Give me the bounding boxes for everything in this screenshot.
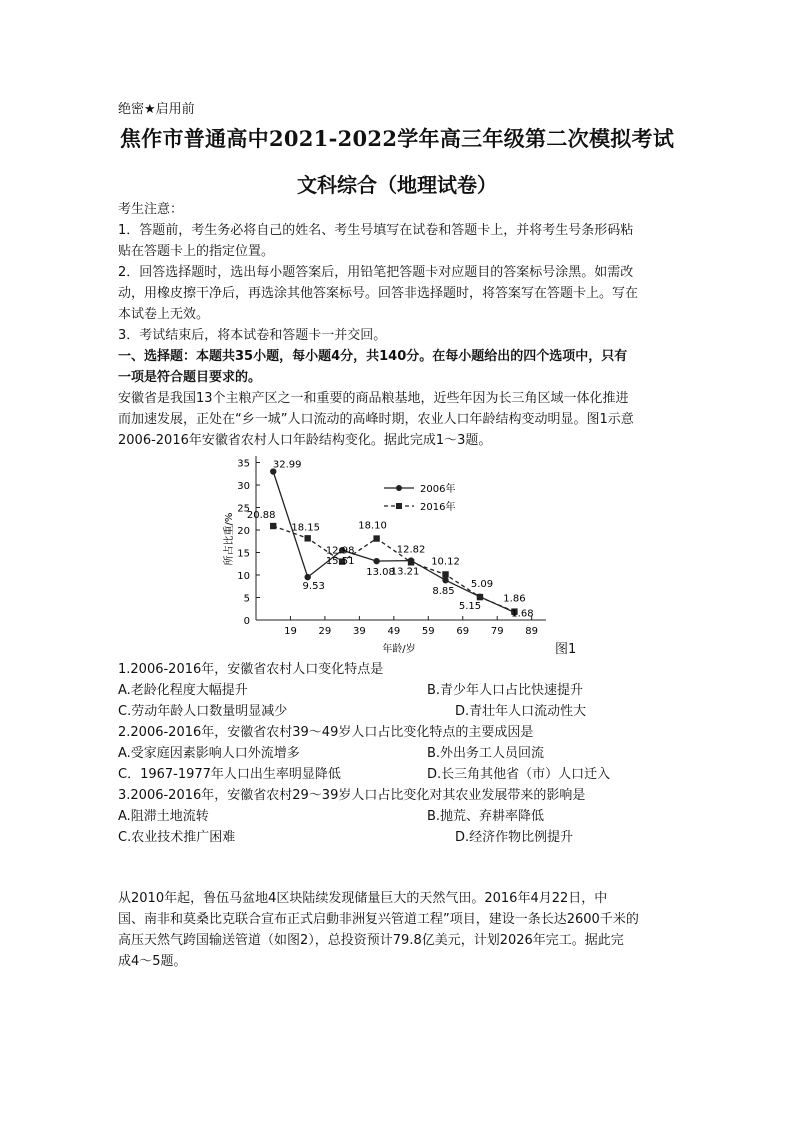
data-point-2016 xyxy=(442,571,448,577)
question-1-option-a[interactable]: A.老龄化程度大幅提升 xyxy=(118,683,248,698)
data-label: 5.15 xyxy=(458,600,482,612)
data-label: 1.86 xyxy=(503,593,526,605)
notes-heading: 考生注意： xyxy=(118,202,184,217)
data-label: 5.09 xyxy=(470,579,494,591)
note-3: 3．考试结束后，将本试卷和答题卡一并交回。 xyxy=(118,328,387,343)
data-label: 18.15 xyxy=(291,522,321,534)
data-point-2016 xyxy=(270,523,276,529)
data-point-2006 xyxy=(304,574,310,580)
y-tick-label: 35 xyxy=(237,458,250,470)
x-tick-label: 49 xyxy=(387,626,401,637)
question-3-option-b[interactable]: B.抛荒、弃耕率降低 xyxy=(427,809,545,824)
note-1-line-1: 1．答题前，考生务必将自己的姓名、考生号填写在试卷和答题卡上，并将考生号条形码粘 xyxy=(118,223,634,238)
legend-marker-2006 xyxy=(396,485,402,491)
question-3-stem: 3.2006-2016年，安徽省农村29～39岁人口占比变化对其农业发展带来的影响是 xyxy=(118,788,586,803)
data-point-2006 xyxy=(373,558,379,564)
page-title: 焦作市普通高中2021-2022学年高三年级第二次模拟考试 xyxy=(119,126,675,151)
confidential-mark: 绝密★启用前 xyxy=(118,102,195,117)
passage-1-line-2: 而加速发展，正处在“乡一城”人口流动的高峰时期，农业人口年龄结构变动明显。图1示意 xyxy=(118,412,634,427)
section-heading-line-1: 一、选择题：本题共35小题，每小题4分，共140分。在每小题给出的四个选项中，只有 xyxy=(118,349,628,364)
data-point-2016 xyxy=(373,535,379,541)
y-tick-label: 10 xyxy=(237,571,250,582)
figure-1-label: 图1 xyxy=(555,642,577,657)
data-point-2016 xyxy=(408,559,414,565)
y-tick-label: 5 xyxy=(243,593,250,605)
x-tick-label: 79 xyxy=(490,626,504,637)
data-label: 9.53 xyxy=(302,581,325,593)
question-3-option-c[interactable]: C.农业技术推广困难 xyxy=(118,830,236,845)
data-point-2016 xyxy=(304,535,310,541)
x-tick-label: 39 xyxy=(353,626,366,637)
y-tick-label: 15 xyxy=(237,548,250,560)
x-tick-label: 59 xyxy=(421,626,435,637)
question-2-stem: 2.2006-2016年，安徽省农村39～49岁人口占比变化特点的主要成因是 xyxy=(118,725,534,740)
legend-label: 2016年 xyxy=(420,502,456,513)
y-axis-label: 所占比重/% xyxy=(224,512,235,566)
passage-1-line-1: 安徽省是我国13个主粮产区之一和重要的商品粮基地，近些年因为长三角区域一体化推进 xyxy=(118,391,629,406)
x-tick-label: 89 xyxy=(525,626,539,637)
x-tick-label: 69 xyxy=(456,626,470,637)
data-label: 8.85 xyxy=(432,586,455,598)
question-1-option-c[interactable]: C.劳动年龄人口数量明显减少 xyxy=(118,704,288,719)
question-1-stem: 1.2006-2016年，安徽省农村人口变化特点是 xyxy=(118,662,384,677)
data-label: 13.08 xyxy=(366,567,395,579)
note-1-line-2: 贴在答题卡上的指定位置。 xyxy=(118,244,275,259)
data-label: 13.21 xyxy=(390,566,420,578)
x-tick-label: 19 xyxy=(284,626,297,637)
question-2-option-d[interactable]: D.长三角其他省（市）人口迁入 xyxy=(427,767,611,782)
passage-2-line-4: 成4～5题。 xyxy=(118,954,187,969)
y-tick-label: 20 xyxy=(237,526,250,537)
note-2-line-1: 2．回答选择题时，选出每小题答案后，用铅笔把答题卡对应题目的答案标号涂黑。如需改 xyxy=(118,265,634,280)
passage-1-line-3: 2006-2016年安徽省农村人口年龄结构变化。据此完成1～3题。 xyxy=(118,433,492,448)
y-tick-label: 0 xyxy=(243,616,250,627)
section-heading-line-2: 一项是符合题目要求的。 xyxy=(118,370,262,385)
note-2-line-2: 动，用橡皮擦干净后，再选涂其他答案标号。回答非选择题时，将答案写在答题卡上。写在 xyxy=(118,286,639,301)
page-subtitle: 文科综合（地理试卷） xyxy=(297,173,497,197)
y-tick-label: 25 xyxy=(237,503,250,515)
legend-marker-2016 xyxy=(396,503,402,509)
data-label: 12.82 xyxy=(396,544,426,556)
passage-2-line-1: 从2010年起，鲁伍马盆地4区块陆续发现储量巨大的天然气田。2016年4月22日，中 xyxy=(118,891,608,906)
question-3-option-d[interactable]: D.经济作物比例提升 xyxy=(455,830,574,845)
data-label: 32.99 xyxy=(272,459,302,471)
passage-2-line-2: 国、南非和莫桑比克联合宣布正式启動非洲复兴管道工程”项目，建设一条长达2600千米的 xyxy=(118,912,639,927)
data-label: 1.68 xyxy=(511,608,534,620)
question-2-option-b[interactable]: B.外出务工人员回流 xyxy=(427,746,545,761)
x-tick-label: 29 xyxy=(318,626,332,637)
data-label: 12.98 xyxy=(325,545,355,557)
note-2-line-3: 本试卷上无效。 xyxy=(118,307,210,322)
question-2-option-c[interactable]: C．1967-1977年人口出生率明显降低 xyxy=(118,767,341,782)
data-label: 20.88 xyxy=(246,510,276,522)
question-2-option-a[interactable]: A.受家庭因素影响人口外流增多 xyxy=(118,746,300,761)
data-point-2016 xyxy=(477,594,483,600)
x-axis-label: 年龄/岁 xyxy=(382,644,416,655)
legend-label: 2006年 xyxy=(420,484,456,495)
data-label: 10.12 xyxy=(431,556,460,568)
data-point-2006 xyxy=(442,577,448,583)
question-1-option-d[interactable]: D.青壮年人口流动性大 xyxy=(455,704,587,719)
passage-2-line-3: 高压天然气跨国输送管道（如图2），总投资预计79.8亿美元，计划2026年完工。据此完 xyxy=(118,933,624,948)
figure-1-line-chart xyxy=(214,448,554,658)
data-label: 15.51 xyxy=(325,556,355,568)
question-1-option-b[interactable]: B.青少年人口占比快速提升 xyxy=(427,683,584,698)
data-label: 18.10 xyxy=(358,520,387,532)
y-tick-label: 30 xyxy=(237,481,250,492)
question-3-option-a[interactable]: A.阻滞土地流转 xyxy=(118,809,209,824)
